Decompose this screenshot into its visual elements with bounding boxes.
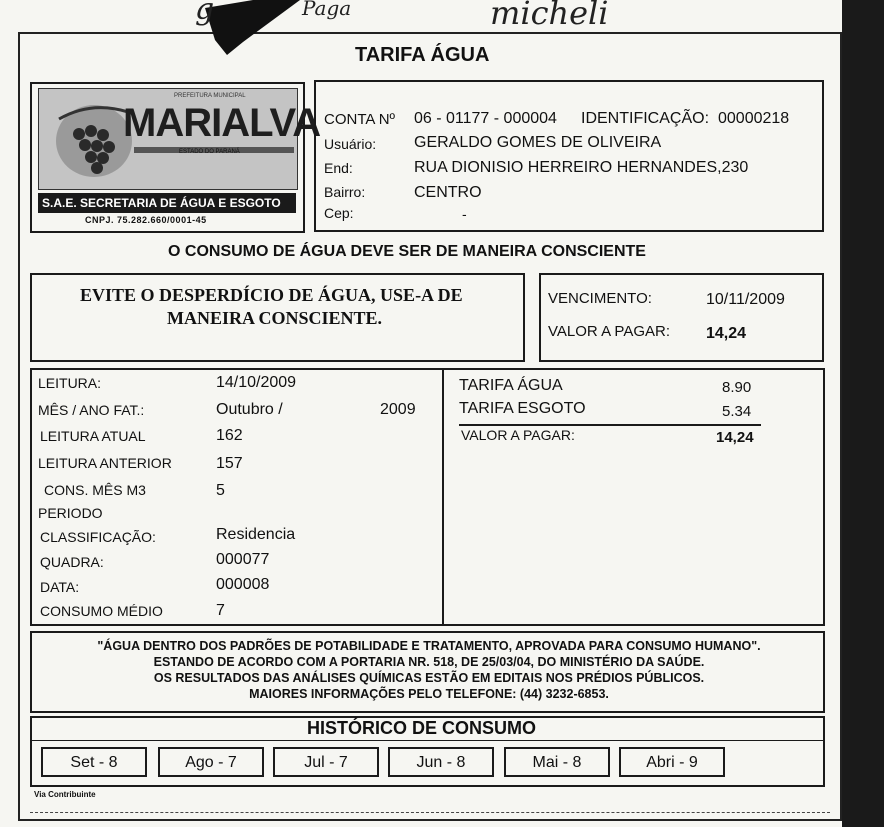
usuario-value: GERALDO GOMES DE OLIVEIRA [414, 134, 662, 151]
classificacao-label: CLASSIFICAÇÃO: [40, 529, 156, 545]
tarifa-agua-value: 8.90 [722, 379, 752, 396]
classificacao-value: Residencia [216, 526, 296, 543]
end-label: End: [324, 160, 353, 176]
mes-value: Outubro / [216, 401, 283, 418]
periodo-label: PERIODO [38, 505, 103, 521]
vencimento-label: VENCIMENTO: [548, 290, 652, 307]
quadra-label: QUADRA: [40, 554, 104, 570]
department-banner [38, 193, 296, 213]
tarifa-agua-label: TARIFA ÁGUA [459, 377, 563, 394]
logo-city: MARIALVA [123, 101, 321, 145]
tarifa-esgoto-label: TARIFA ESGOTO [459, 400, 586, 417]
vencimento-value: 10/11/2009 [706, 291, 785, 308]
handwritten-note-left: g [195, 0, 215, 27]
notice-line-4: MAIORES INFORMAÇÕES PELO TELEFONE: (44) 3232-6853. [249, 687, 609, 701]
usuario-label: Usuário: [324, 136, 377, 152]
cons-value: 5 [216, 482, 225, 499]
quadra-value: 000077 [216, 551, 270, 568]
conscious-use-banner: O CONSUMO DE ÁGUA DEVE SER DE MANEIRA CONSCIENTE [168, 243, 646, 260]
anterior-label: LEITURA ANTERIOR [38, 455, 172, 471]
tariff-total-rule [459, 424, 761, 426]
logo-top-text: PREFEITURA MUNICIPAL [174, 93, 246, 99]
history-title-rule [30, 740, 825, 741]
cnpj-text: CNPJ. 75.282.660/0001-45 [85, 215, 207, 225]
tarifa-esgoto-value: 5.34 [722, 403, 752, 420]
warning-line-2: MANEIRA CONSCIENTE. [167, 308, 383, 328]
tear-line [30, 812, 830, 813]
atual-value: 162 [216, 427, 243, 444]
via-contribuinte: Via Contribuinte [34, 790, 96, 799]
leitura-value: 14/10/2009 [216, 374, 297, 391]
anterior-value: 157 [216, 455, 243, 472]
consumo-medio-label: CONSUMO MÉDIO [40, 603, 163, 619]
ink-blot [205, 0, 300, 55]
cep-value: - [462, 206, 467, 222]
marialva-logo [38, 88, 321, 190]
data-value: 000008 [216, 576, 270, 593]
history-item-jun: Jun - 8 [388, 747, 494, 777]
history-item-jul: Jul - 7 [273, 747, 379, 777]
history-title: HISTÓRICO DE CONSUMO [307, 718, 537, 738]
history-item-abri: Abri - 9 [619, 747, 725, 777]
account-box [314, 80, 824, 232]
valor-label: VALOR A PAGAR: [548, 323, 670, 340]
logo-subtitle: ESTADO DO PARANÁ [179, 149, 240, 155]
page-title: TARIFA ÁGUA [355, 44, 490, 66]
handwritten-note-paid: Paga [302, 0, 352, 20]
history-item-ago: Ago - 7 [158, 747, 264, 777]
cep-label: Cep: [324, 205, 354, 221]
identificacao-value: 00000218 [718, 110, 790, 127]
bairro-value: CENTRO [414, 184, 482, 201]
conta-label: CONTA Nº [324, 111, 396, 128]
identificacao-label: IDENTIFICAÇÃO: [581, 110, 710, 127]
tariff-total-label: VALOR A PAGAR: [461, 427, 575, 443]
data-label: DATA: [40, 579, 80, 595]
leitura-label: LEITURA: [38, 375, 102, 391]
ano-value: 2009 [380, 401, 416, 418]
reading-box [30, 368, 825, 626]
notice-line-1: "ÁGUA DENTRO DOS PADRÕES DE POTABILIDADE E TRATAMENTO, APROVADA PARA CONSUMO HUMANO". [97, 639, 761, 653]
department-name: S.A.E. SECRETARIA DE ÁGUA E ESGOTO [42, 196, 281, 210]
warning-line-1: EVITE O DESPERDÍCIO DE ÁGUA, USE-A DE [80, 285, 463, 305]
consumo-medio-value: 7 [216, 602, 225, 619]
reading-divider [442, 370, 444, 624]
history-item-mai: Mai - 8 [504, 747, 610, 777]
cons-label: CONS. MÊS M3 [44, 482, 146, 498]
valor-value: 14,24 [706, 325, 747, 342]
notice-line-2: ESTANDO DE ACORDO COM A PORTARIA NR. 518, DE 25/03/04, DO MINISTÉRIO DA SAÚDE. [153, 655, 705, 669]
tariff-total-value: 14,24 [716, 429, 754, 446]
due-box [539, 273, 824, 362]
bairro-label: Bairro: [324, 184, 366, 200]
end-value: RUA DIONISIO HERREIRO HERNANDES,230 [414, 159, 749, 176]
mes-label: MÊS / ANO FAT.: [38, 402, 145, 418]
handwritten-note-name: micheli [490, 0, 609, 32]
scan-edge [842, 0, 884, 827]
notice-line-3: OS RESULTADOS DAS ANÁLISES QUÍMICAS ESTÃO EM EDITAIS NOS PRÉDIOS PÚBLICOS. [153, 671, 705, 685]
history-item-set: Set - 8 [41, 747, 147, 777]
conta-value: 06 - 01177 - 000004 [414, 110, 557, 127]
atual-label: LEITURA ATUAL [40, 428, 146, 444]
